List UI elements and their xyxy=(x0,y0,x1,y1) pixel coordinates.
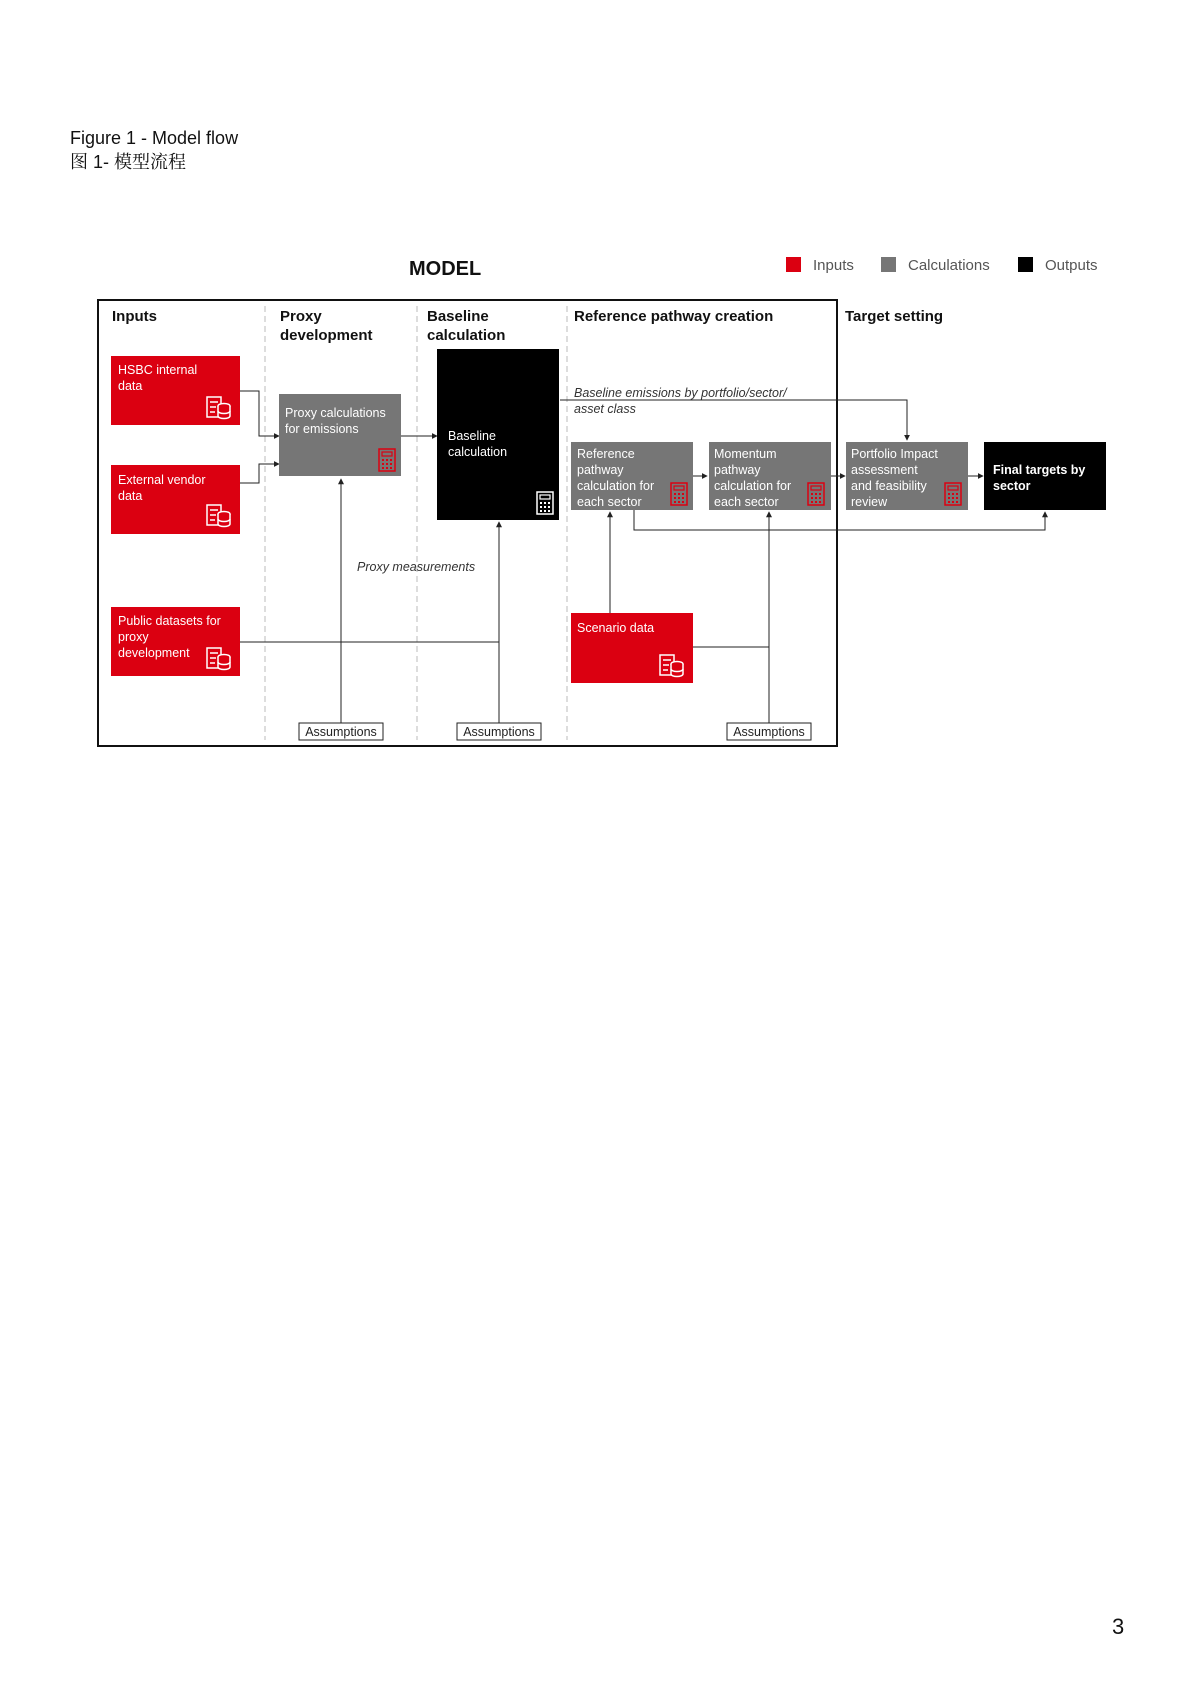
public-box-line3: development xyxy=(118,646,190,660)
column-header-baseline xyxy=(427,308,505,344)
hsbc-internal-data-box xyxy=(111,356,240,425)
scenario-data-box xyxy=(571,613,693,683)
proxy-measurements-annotation: Proxy measurements xyxy=(357,560,476,574)
public-box-line2: proxy xyxy=(118,630,149,644)
baseline-box-line2: calculation xyxy=(448,445,508,459)
legend-swatch-calculations xyxy=(881,257,896,272)
vendor-box-line2: data xyxy=(118,489,143,503)
legend-label-outputs: Outputs xyxy=(1045,257,1098,274)
legend-label-inputs: Inputs xyxy=(813,257,854,274)
final-targets-box xyxy=(984,442,1106,510)
column-header-inputs: Inputs xyxy=(112,308,157,325)
proxy-calculations-box xyxy=(279,394,401,476)
caption-english: Figure 1 - Model flow xyxy=(70,128,239,148)
reference-box-line4: each sector xyxy=(577,495,642,509)
baseline-calculation-box xyxy=(437,349,559,520)
baseline-emissions-line2: asset class xyxy=(574,402,636,416)
momentum-box-line2: pathway xyxy=(714,463,761,477)
column-header-baseline-line2: calculation xyxy=(427,327,506,344)
diagram-title: MODEL xyxy=(409,258,482,280)
reference-box-line2: pathway xyxy=(577,463,624,477)
legend-label-calculations: Calculations xyxy=(908,257,990,274)
momentum-box-line3: calculation for xyxy=(714,479,792,493)
column-header-reference: Reference pathway creation xyxy=(574,308,774,325)
svg-text:Scenario data xyxy=(577,621,654,635)
column-header-target: Target setting xyxy=(845,308,944,325)
portfolio-box-line3: and feasibility xyxy=(851,479,927,493)
baseline-box-line1: Baseline xyxy=(448,429,496,443)
momentum-pathway-box xyxy=(709,442,831,510)
legend-swatch-inputs xyxy=(786,257,801,272)
reference-pathway-box xyxy=(571,442,693,510)
model-flow-diagram xyxy=(0,0,1189,800)
external-vendor-data-box xyxy=(111,465,240,534)
assumptions-box-momentum xyxy=(727,723,811,740)
assumptions-box-baseline xyxy=(457,723,541,740)
portfolio-box-line1: Portfolio Impact xyxy=(851,447,938,461)
hsbc-box-line1: HSBC internal xyxy=(118,363,198,377)
reference-box-line3: calculation for xyxy=(577,479,655,493)
column-header-proxy-line1: Proxy xyxy=(280,308,322,325)
baseline-emissions-line1: Baseline emissions by portfolio/sector/ xyxy=(574,386,787,400)
momentum-box-line4: each sector xyxy=(714,495,779,509)
column-header-proxy-line2: development xyxy=(280,327,373,344)
portfolio-impact-box xyxy=(846,442,968,510)
public-datasets-box xyxy=(111,607,240,676)
reference-box-line1: Reference xyxy=(577,447,635,461)
scenario-box-line1: Scenario data xyxy=(577,621,655,635)
proxy-box-line2: for emissions xyxy=(285,422,359,436)
proxy-box-line1: Proxy calculations xyxy=(285,406,386,420)
portfolio-box-line4: review xyxy=(851,495,888,509)
vendor-box-line1: External vendor xyxy=(118,473,206,487)
assumptions-box-proxy xyxy=(299,723,383,740)
hsbc-box-line2: data xyxy=(118,379,143,393)
final-box-line1: Final targets by xyxy=(993,463,1086,477)
assumptions-label-baseline: Assumptions xyxy=(463,725,535,739)
column-header-proxy xyxy=(280,308,373,344)
assumptions-label-proxy: Assumptions xyxy=(305,725,377,739)
caption-chinese: 图 1- 模型流程 xyxy=(70,152,187,172)
momentum-box-line1: Momentum xyxy=(714,447,777,461)
legend xyxy=(786,257,1098,274)
legend-swatch-outputs xyxy=(1018,257,1033,272)
page-number: 3 xyxy=(1112,1614,1125,1639)
assumptions-label-momentum: Assumptions xyxy=(733,725,805,739)
public-box-line1: Public datasets for xyxy=(118,614,221,628)
final-box-line2: sector xyxy=(993,479,1031,493)
portfolio-box-line2: assessment xyxy=(851,463,918,477)
baseline-emissions-annotation xyxy=(574,386,790,416)
column-header-baseline-line1: Baseline xyxy=(427,308,489,325)
